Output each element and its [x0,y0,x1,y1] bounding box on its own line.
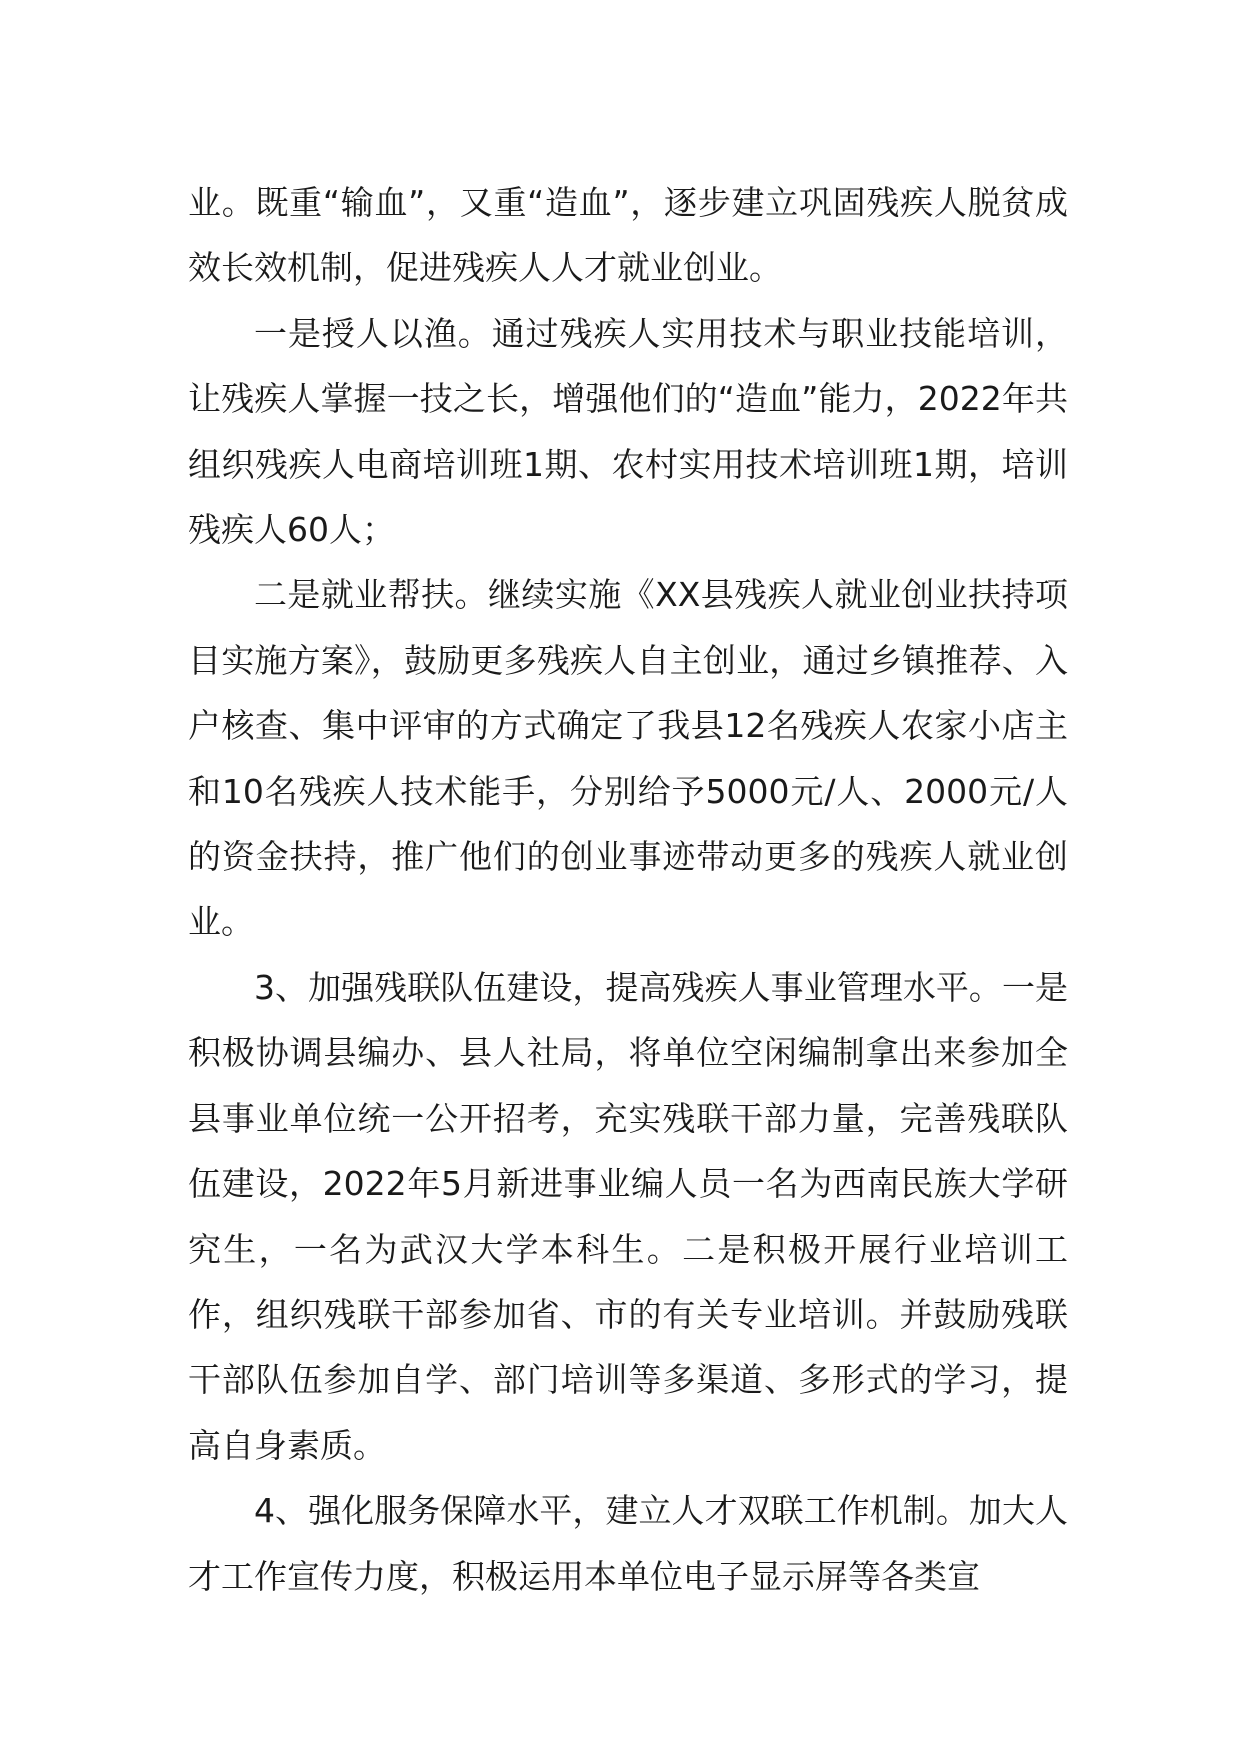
paragraph-service-guarantee: 4、强化服务保障水平，建立人才双联工作机制。加大人才工作宣传力度，积极运用本单位电子显示屏等各类宣 [188,1491,1068,1596]
document-body [188,170,1068,1609]
paragraph-skill-training: 一是授人以渔。通过残疾人实用技术与职业技能培训，让残疾人掌握一技之长，增强他们的“造血”能力，2022年共组织残疾人电商培训班1期、农村实用技术培训班1期，培训残疾人60人； [188,313,1068,550]
paragraph-team-building: 3、加强残联队伍建设，提高残疾人事业管理水平。一是积极协调县编办、县人社局，将单位空闲编制拿出来参加全县事业单位统一公开招考，充实残联干部力量，完善残联队伍建设，2022年5月新进事业编人员一名为西南民族大学研究生，一名为武汉大学本科生。二是积极开展行业培训工作，组织残联干部参加省、市的有关专业培训。并鼓励残联干部队伍参加自学、部门培训等多渠道、多形式的学习，提高自身素质。 [188,967,1068,1465]
paragraph-continued: 业。既重“输血”，又重“造血”，逐步建立巩固残疾人脱贫成效长效机制，促进残疾人人才就业创业。 [188,183,1068,288]
paragraph-employment-support: 二是就业帮扶。继续实施《XX县残疾人就业创业扶持项目实施方案》，鼓励更多残疾人自主创业，通过乡镇推荐、入户核查、集中评审的方式确定了我县12名残疾人农家小店主和10名残疾人技术能手，分别给予5000元/人、2000元/人的资金扶持，推广他们的创业事迹带动更多的残疾人就业创业。 [188,575,1068,942]
